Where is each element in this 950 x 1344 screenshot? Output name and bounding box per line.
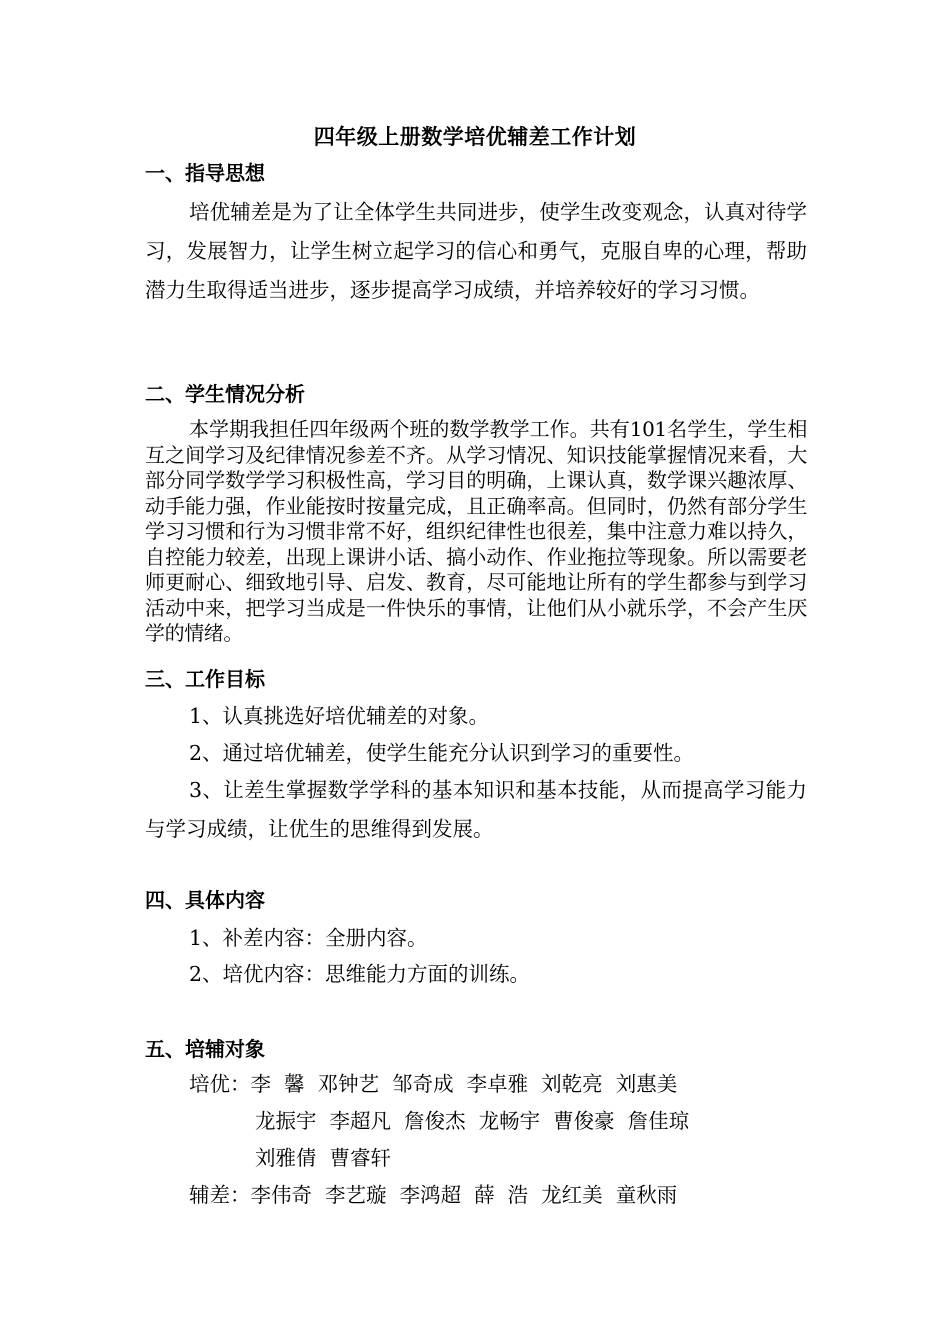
content-item-2: 2、培优内容：思维能力方面的训练。 <box>189 962 531 986</box>
peiyou-row-1 <box>189 1066 677 1102</box>
peiyou-row-2: 龙振宇 李超凡 詹俊杰 龙畅宇 曹俊豪 詹佳琼 <box>255 1109 690 1133</box>
goal-item-3: 3、让差生掌握数学学科的基本知识和基本技能，从而提高学习能力与学习成绩，让优生的思维得到发展。 <box>145 778 807 841</box>
fucha-row-1 <box>189 1177 677 1213</box>
fucha-names: 李伟奇 李艺璇 李鸿超 薛 浩 龙红美 童秋雨 <box>250 1183 678 1207</box>
document-title: 四年级上册数学培优辅差工作计划 <box>313 125 637 149</box>
section-body-guiding-thought: 培优辅差是为了让全体学生共同进步，使学生改变观念，认真对待学习，发展智力，让学生树立起学习的信心和勇气，克服自卑的心理，帮助潜力生取得适当进步，逐步提高学习成绩，并培养较好的学习习惯。 <box>145 200 807 302</box>
section-heading-specific-content: 四、具体内容 <box>145 888 265 912</box>
goal-item-2: 2、通过培优辅差，使学生能充分认识到学习的重要性。 <box>189 741 695 765</box>
peiyou-names: 李 馨 邓钟艺 邹奇成 李卓雅 刘乾亮 刘惠美 <box>250 1072 678 1096</box>
section-heading-target-students: 五、培辅对象 <box>145 1037 265 1061</box>
section-body-student-analysis: 本学期我担任四年级两个班的数学教学工作。共有101名学生，学生相互之间学习及纪律情况参差不齐。从学习情况、知识技能掌握情况来看，大部分同学数学学习积极性高，学习目的明确，上课认真，数学课兴趣浓厚、动手能力强，作业能按时按量完成，且正确率高。但同时，仍然有部分学生学习习惯和行为习惯非常不好，组织纪律性也很差，集中注意力难以持久，自控能力较差，出现上课讲小话、搞小动作、作业拖拉等现象。所以需要老师更耐心、细致地引导、启发、教育，尽可能地让所有的学生都参与到学习活动中来，把学习当成是一件快乐的事情，让他们从小就乐学，不会产生厌学的情绪。 <box>145 417 807 645</box>
peiyou-row-3: 刘雅倩 曹睿轩 <box>255 1146 392 1170</box>
section-heading-work-goals: 三、工作目标 <box>145 667 265 691</box>
section-heading-student-analysis: 二、学生情况分析 <box>145 382 305 406</box>
section-heading-guiding-thought: 一、指导思想 <box>145 161 265 185</box>
goal-item-1: 1、认真挑选好培优辅差的对象。 <box>189 704 490 728</box>
fucha-label: 辅差： <box>189 1183 251 1207</box>
content-item-1: 1、补差内容：全册内容。 <box>189 926 428 950</box>
peiyou-label: 培优： <box>189 1072 251 1096</box>
